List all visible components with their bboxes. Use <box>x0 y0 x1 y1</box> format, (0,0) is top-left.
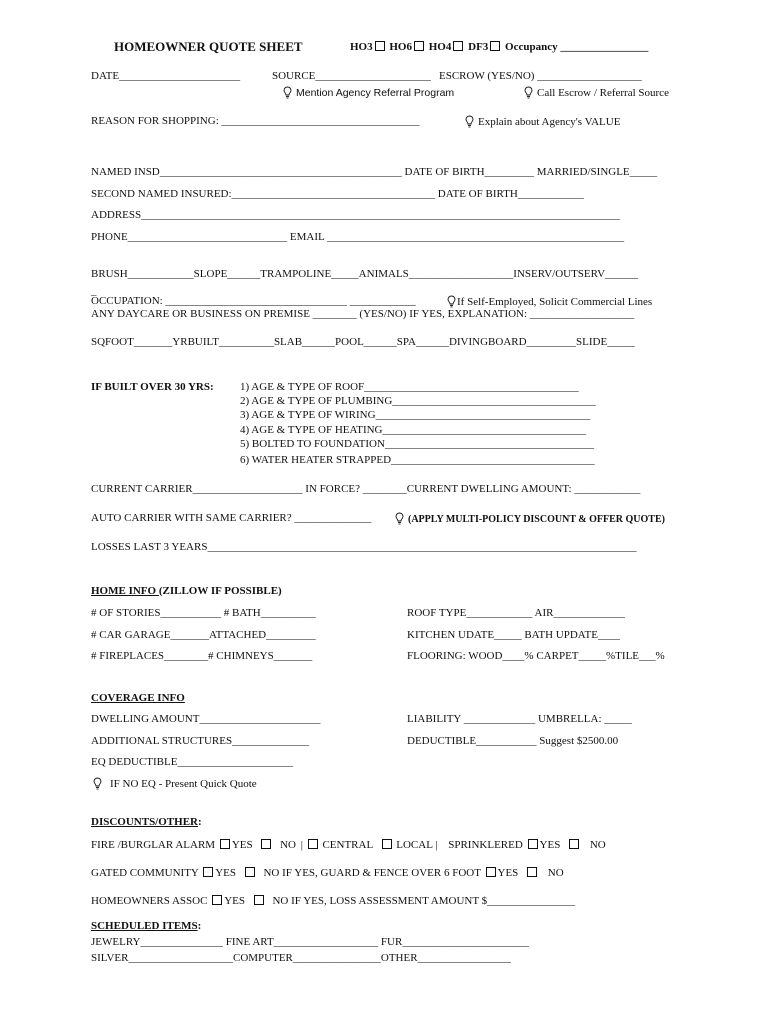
form-type-row <box>350 41 648 54</box>
daycare-field[interactable]: ANY DAYCARE OR BUSINESS ON PREMISE ________ (YES/NO) IF YES, EXPLANATION: ___________________ <box>91 308 635 320</box>
hoa-no-checkbox[interactable] <box>254 895 264 905</box>
gated-yes-checkbox[interactable] <box>203 867 213 877</box>
sprinklered-no-label: NO <box>589 839 606 851</box>
discounts-heading-main: DISCOUNTS/OTHER <box>91 816 198 828</box>
named-insured-field[interactable]: NAMED INSD____________________________________________ DATE OF BIRTH_________ MARRIED/SINGLE_____ <box>91 166 658 178</box>
dwelling-amount-field[interactable]: DWELLING AMOUNT______________________ <box>91 713 321 725</box>
scheduled-row-1[interactable]: JEWELRY_______________ FINE ART___________________ FUR_______________________ <box>91 936 529 948</box>
fire-alarm-row <box>91 839 606 852</box>
form-type-df3: DF3 <box>468 41 489 53</box>
scheduled-items-heading-main: SCHEDULED ITEMS <box>91 920 198 932</box>
page-title: HOMEOWNER QUOTE SHEET <box>114 39 303 54</box>
home-info-heading-rest: (ZILLOW IF POSSIBLE) <box>158 585 282 597</box>
lightbulb-icon <box>93 777 102 790</box>
deductible-field[interactable]: DEDUCTIBLE___________ Suggest $2500.00 <box>407 735 619 747</box>
fire-alarm-label: FIRE /BURGLAR ALARM <box>91 839 216 851</box>
phone-email-field[interactable]: PHONE_____________________________ EMAIL ______________________________________________________ <box>91 231 625 243</box>
tip-mention-agency-text: Mention Agency Referral Program <box>296 87 455 99</box>
ho4-checkbox[interactable] <box>453 41 463 51</box>
lightbulb-icon <box>524 86 533 99</box>
hoa-tail[interactable]: NO IF YES, LOSS ASSESSMENT AMOUNT $________________ <box>272 895 576 907</box>
form-type-ho4: HO4 <box>428 41 452 53</box>
sprinklered-yes-label: YES <box>539 839 561 851</box>
fire-alarm-yes-label: YES <box>231 839 253 851</box>
home-info-heading-main: HOME INFO <box>91 585 159 597</box>
property-features-row[interactable]: BRUSH____________SLOPE______TRAMPOLINE_____ANIMALS___________________INSERV/OUTSERV______ <box>91 268 639 280</box>
occupancy-field[interactable]: Occupancy ________________ <box>505 41 649 53</box>
property-details-row[interactable]: SQFOOT_______YRBUILT__________SLAB______POOL______SPA______DIVINGBOARD_________SLIDE_____ <box>91 336 635 348</box>
fire-alarm-no-label: NO <box>280 839 296 851</box>
stories-bath-field[interactable]: # OF STORIES___________ # BATH__________ <box>91 607 316 619</box>
address-field[interactable]: ADDRESS_______________________________________________________________________________________ <box>91 209 620 221</box>
tip-call-escrow <box>524 86 669 100</box>
tip-call-escrow-text: Call Escrow / Referral Source <box>537 87 669 99</box>
lightbulb-icon <box>447 295 456 308</box>
guard-no-label: NO <box>547 867 564 879</box>
garage-field[interactable]: # CAR GARAGE_______ATTACHED_________ <box>91 629 316 641</box>
form-type-ho6: HO6 <box>389 41 412 53</box>
escrow-field[interactable]: ESCROW (YES/NO) ___________________ <box>439 70 642 82</box>
gated-community-row <box>91 867 564 880</box>
hoa-row <box>91 895 575 908</box>
occupation-field[interactable]: OCCUPATION: _________________________________ ____________ <box>91 295 416 307</box>
sprinklered-yes-checkbox[interactable] <box>528 839 538 849</box>
built-item-water-heater[interactable]: 6) WATER HEATER STRAPPED_____________________________________ <box>240 454 595 466</box>
scheduled-items-heading <box>91 920 201 933</box>
current-carrier-field[interactable]: CURRENT CARRIER____________________ IN FORCE? ________CURRENT DWELLING AMOUNT: ____________ <box>91 483 641 495</box>
second-insured-field[interactable]: SECOND NAMED INSURED:_____________________________________ DATE OF BIRTH____________ <box>91 188 584 200</box>
sprinklered-no-checkbox[interactable] <box>569 839 579 849</box>
tip-explain-value-text: Explain about Agency's VALUE <box>478 116 621 128</box>
guard-no-checkbox[interactable] <box>527 867 537 877</box>
ho6-checkbox[interactable] <box>414 41 424 51</box>
built-item-heating[interactable]: 4) AGE & TYPE OF HEATING_____________________________________ <box>240 424 586 436</box>
tip-no-eq-text: IF NO EQ - Present Quick Quote <box>110 778 257 790</box>
tip-explain-value <box>465 115 620 129</box>
ho3-checkbox[interactable] <box>375 41 385 51</box>
discounts-heading-colon: : <box>197 816 202 828</box>
built-item-plumbing[interactable]: 2) AGE & TYPE OF PLUMBING_____________________________________ <box>240 395 596 407</box>
guard-yes-checkbox[interactable] <box>486 867 496 877</box>
auto-carrier-field[interactable]: AUTO CARRIER WITH SAME CARRIER? ______________ <box>91 512 372 524</box>
sprinklered-label: SPRINKLERED <box>448 839 523 851</box>
date-field[interactable]: DATE______________________ <box>91 70 241 82</box>
discounts-heading <box>91 816 202 829</box>
lightbulb-icon <box>283 86 292 99</box>
built-item-foundation[interactable]: 5) BOLTED TO FOUNDATION______________________________________ <box>240 438 594 450</box>
df3-checkbox[interactable] <box>490 41 500 51</box>
gated-community-label: GATED COMMUNITY <box>91 867 199 879</box>
losses-field[interactable]: LOSSES LAST 3 YEARS______________________________________________________________________________ <box>91 541 637 553</box>
gated-tail: NO IF YES, GUARD & FENCE OVER 6 FOOT <box>263 867 481 879</box>
fire-alarm-central-checkbox[interactable] <box>308 839 318 849</box>
built-item-roof[interactable]: 1) AGE & TYPE OF ROOF_______________________________________ <box>240 381 579 393</box>
hoa-yes-label: YES <box>224 895 245 907</box>
hoa-yes-checkbox[interactable] <box>212 895 222 905</box>
hoa-label: HOMEOWNERS ASSOC <box>91 895 208 907</box>
form-type-ho3: HO3 <box>350 41 373 53</box>
eq-deductible-field[interactable]: EQ DEDUCTIBLE_____________________ <box>91 756 293 768</box>
built-item-wiring[interactable]: 3) AGE & TYPE OF WIRING_______________________________________ <box>240 409 591 421</box>
roof-air-field[interactable]: ROOF TYPE____________ AIR_____________ <box>407 607 625 619</box>
tip-multi-policy <box>395 512 665 526</box>
lightbulb-icon <box>395 512 404 525</box>
fire-alarm-divider: | <box>300 839 303 851</box>
gated-yes-label: YES <box>215 867 236 879</box>
reason-for-shopping-field[interactable]: REASON FOR SHOPPING: ____________________________________ <box>91 115 420 127</box>
occupation-dash: _ <box>91 285 97 297</box>
liability-umbrella-field[interactable]: LIABILITY _____________ UMBRELLA: _____ <box>407 713 632 725</box>
tip-self-employed-text: If Self-Employed, Solicit Commercial Lines <box>457 296 653 308</box>
kitchen-bath-update-field[interactable]: KITCHEN UDATE_____ BATH UPDATE____ <box>407 629 620 641</box>
fire-alarm-central-label: CENTRAL <box>322 839 373 851</box>
additional-structures-field[interactable]: ADDITIONAL STRUCTURES______________ <box>91 735 310 747</box>
fire-alarm-no-checkbox[interactable] <box>261 839 271 849</box>
fire-alarm-local-label: LOCAL <box>396 839 433 851</box>
tip-multi-policy-text: (APPLY MULTI-POLICY DISCOUNT & OFFER QUOTE) <box>408 514 665 525</box>
fireplaces-field[interactable]: # FIREPLACES________# CHIMNEYS_______ <box>91 650 313 662</box>
fire-alarm-divider: | <box>435 839 438 851</box>
source-field[interactable]: SOURCE_____________________ <box>272 70 431 82</box>
built-over-30-label: IF BUILT OVER 30 YRS: <box>91 381 214 393</box>
flooring-field[interactable]: FLOORING: WOOD____% CARPET_____%TILE___% <box>407 650 665 662</box>
lightbulb-icon <box>465 115 474 128</box>
tip-mention-agency <box>283 86 454 100</box>
fire-alarm-local-checkbox[interactable] <box>382 839 392 849</box>
guard-yes-label: YES <box>497 867 519 879</box>
tip-no-eq <box>93 777 257 791</box>
home-info-heading <box>91 585 282 598</box>
scheduled-items-heading-colon: : <box>197 920 202 932</box>
gated-no-checkbox[interactable] <box>245 867 255 877</box>
scheduled-row-2[interactable]: SILVER___________________COMPUTER________________OTHER_________________ <box>91 952 512 964</box>
coverage-heading: COVERAGE INFO <box>91 692 185 704</box>
fire-alarm-yes-checkbox[interactable] <box>220 839 230 849</box>
tip-self-employed <box>447 295 652 309</box>
